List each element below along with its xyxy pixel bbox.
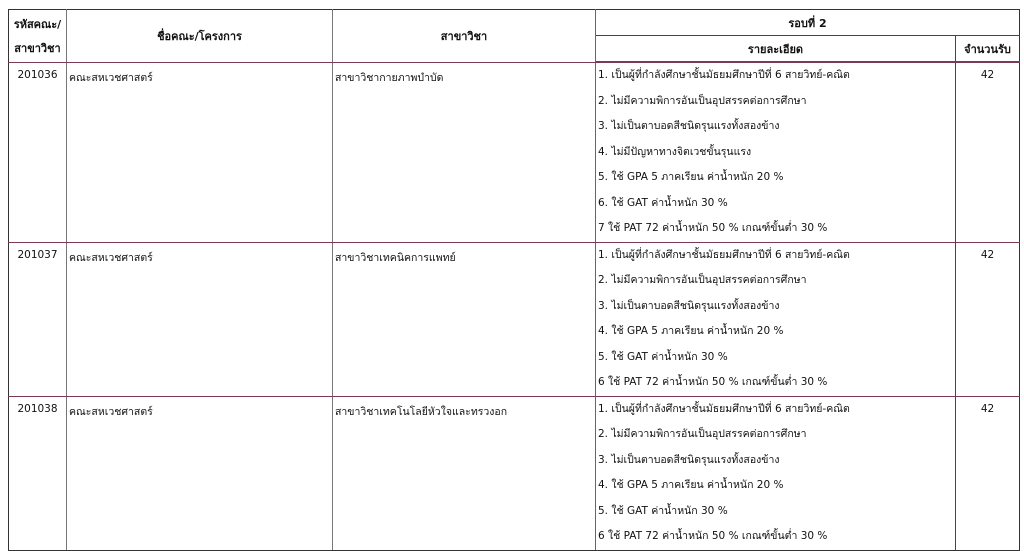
criteria-item: 2. ไม่มีความพิการอันเป็นอุปสรรคต่อการศึกษา <box>598 94 807 107</box>
criteria-item: 1. เป็นผู้ที่กำลังศึกษาชั้นมัธยมศึกษาปีที่ 6 สายวิทย์-คณิต <box>598 402 850 415</box>
criteria-item: 3. ไม่เป็นตาบอดสีชนิดรุนแรงทั้งสองข้าง <box>598 453 780 466</box>
table-row <box>9 63 1020 243</box>
criteria-item: 5. ใช้ GPA 5 ภาคเรียน ค่าน้ำหนัก 20 % <box>598 171 784 183</box>
quota-value: 42 <box>956 242 1020 396</box>
faculty-name: คณะสหเวชศาสตร์ <box>67 396 333 550</box>
faculty-name: คณะสหเวชศาสตร์ <box>67 63 333 243</box>
quota-value: 42 <box>956 396 1020 550</box>
header-code <box>9 10 67 62</box>
header-round-2: รอบที่ 2 <box>596 10 1020 36</box>
header-quota: จำนวนรับ <box>956 36 1020 62</box>
criteria-item: 4. ใช้ GPA 5 ภาคเรียน ค่าน้ำหนัก 20 % <box>598 479 784 491</box>
criteria-list <box>596 397 955 550</box>
criteria-item: 7 ใช้ PAT 72 ค่าน้ำหนัก 50 % เกณฑ์ขั้นต่ำ 30 % <box>598 222 828 234</box>
table-row <box>9 242 1020 396</box>
header-detail: รายละเอียด <box>596 36 956 62</box>
criteria-item: 6 ใช้ PAT 72 ค่าน้ำหนัก 50 % เกณฑ์ขั้นต่ำ 30 % <box>598 530 828 542</box>
header-code-line2: สาขาวิชา <box>14 41 61 55</box>
criteria-item: 1. เป็นผู้ที่กำลังศึกษาชั้นมัธยมศึกษาปีที่ 6 สายวิทย์-คณิต <box>598 248 850 261</box>
criteria-item: 4. ใช้ GPA 5 ภาคเรียน ค่าน้ำหนัก 20 % <box>598 325 784 337</box>
header-major: สาขาวิชา <box>333 10 596 62</box>
header-code-line1: รหัสคณะ/ <box>13 17 62 31</box>
header-row-top <box>9 10 1020 36</box>
criteria-item: 5. ใช้ GAT ค่าน้ำหนัก 30 % <box>598 504 728 517</box>
program-code: 201037 <box>9 242 67 396</box>
program-code: 201038 <box>9 396 67 550</box>
criteria-item: 1. เป็นผู้ที่กำลังศึกษาชั้นมัธยมศึกษาปีที่ 6 สายวิทย์-คณิต <box>598 69 850 81</box>
criteria-item: 2. ไม่มีความพิการอันเป็นอุปสรรคต่อการศึกษา <box>598 274 807 286</box>
admission-table-sheet <box>8 9 1020 551</box>
criteria-item: 3. ไม่เป็นตาบอดสีชนิดรุนแรงทั้งสองข้าง <box>598 120 780 132</box>
criteria-item: 3. ไม่เป็นตาบอดสีชนิดรุนแรงทั้งสองข้าง <box>598 299 780 312</box>
major-name: สาขาวิชาเทคนิคการแพทย์ <box>333 242 596 396</box>
criteria-cell <box>596 242 956 396</box>
criteria-cell <box>596 396 956 550</box>
criteria-item: 6 ใช้ PAT 72 ค่าน้ำหนัก 50 % เกณฑ์ขั้นต่ำ 30 % <box>598 376 828 388</box>
criteria-item: 4. ไม่มีปัญหาทางจิตเวชขั้นรุนแรง <box>598 145 752 158</box>
admission-criteria-table <box>8 9 1020 551</box>
program-code: 201036 <box>9 63 67 243</box>
criteria-item: 6. ใช้ GAT ค่าน้ำหนัก 30 % <box>598 196 728 209</box>
major-name: สาขาวิชากายภาพบำบัด <box>333 63 596 243</box>
criteria-list <box>596 63 955 242</box>
faculty-name: คณะสหเวชศาสตร์ <box>67 242 333 396</box>
quota-value: 42 <box>956 63 1020 243</box>
table-body <box>9 63 1020 551</box>
header-faculty: ชื่อคณะ/โครงการ <box>67 10 333 62</box>
criteria-item: 2. ไม่มีความพิการอันเป็นอุปสรรคต่อการศึกษา <box>598 428 807 440</box>
criteria-cell <box>596 63 956 243</box>
criteria-item: 5. ใช้ GAT ค่าน้ำหนัก 30 % <box>598 350 728 363</box>
table-row <box>9 396 1020 550</box>
major-name: สาขาวิชาเทคโนโลยีหัวใจและทรวงอก <box>333 396 596 550</box>
criteria-list <box>596 243 955 396</box>
